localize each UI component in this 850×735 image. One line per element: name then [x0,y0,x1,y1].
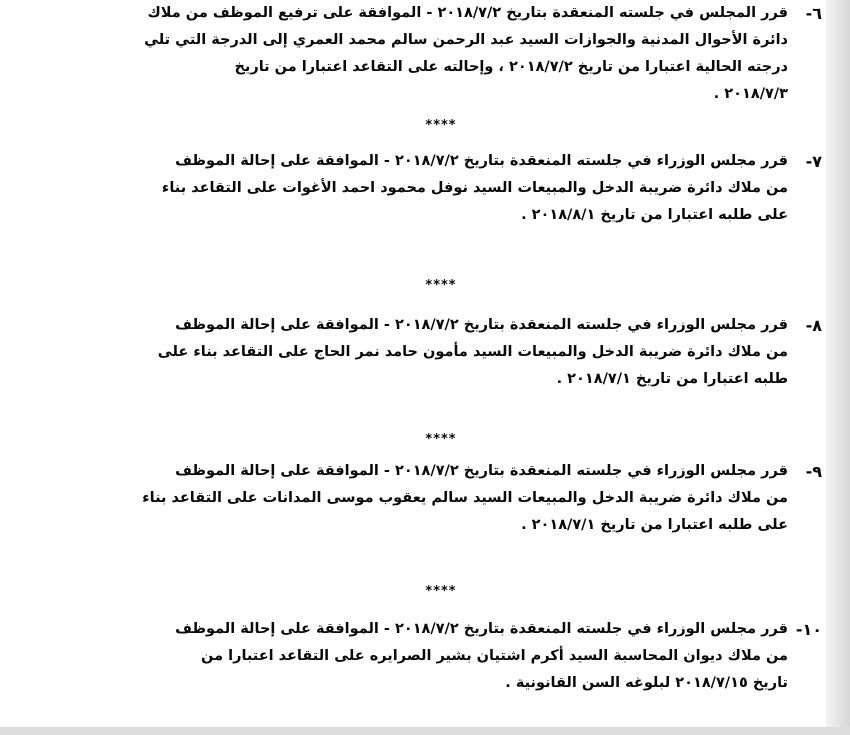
decision-item-8 [60,312,822,393]
item-line: قرر مجلس الوزراء في جلسته المنعقدة بتاريخ ٢٠١٨/٧/٢ - الموافقة على إحالة الموظف [175,463,788,479]
page-edge-shadow [826,0,850,735]
decision-item-7 [60,148,822,229]
item-line: من ملاك دائرة ضريبة الدخل والمبيعات السيد نوفل محمود احمد الأغوات على التقاعد بناء [161,180,788,196]
item-number: ٩- [805,462,822,481]
item-number: ٦- [805,4,822,23]
item-line: من ملاك دائرة ضريبة الدخل والمبيعات السيد سالم يعقوب موسى المدانات على التقاعد بناء [142,490,788,506]
item-line: قرر المجلس في جلسته المنعقدة بتاريخ ٢٠١٨/٧/٢ - الموافقة على ترفيع الموظف من ملاك [147,5,788,21]
item-line: قرر مجلس الوزراء في جلسته المنعقدة بتاريخ ٢٠١٨/٧/٢ - الموافقة على إحالة الموظف [175,621,788,637]
item-line: ٢٠١٨/٧/٣ . [713,86,788,102]
decision-item-10 [60,616,822,697]
decision-item-6 [60,0,822,108]
item-line: تاريخ ٢٠١٨/٧/١٥ لبلوغه السن القانونية . [505,675,788,691]
item-number: ١٠- [795,620,822,639]
item-line: قرر مجلس الوزراء في جلسته المنعقدة بتاريخ ٢٠١٨/٧/٢ - الموافقة على إحالة الموظف [175,317,788,333]
item-line: على طلبه اعتبارا من تاريخ ٢٠١٨/٨/١ . [521,207,788,223]
separator-stars: **** [425,278,457,293]
item-number: ٧- [805,152,822,171]
page-bottom-edge [0,727,850,735]
separator-stars: **** [425,432,457,447]
item-line: من ملاك دائرة ضريبة الدخل والمبيعات السيد مأمون حامد نمر الحاج على التقاعد بناء على [157,344,788,360]
item-line: دائرة الأحوال المدنية والجوازات السيد عبد الرحمن سالم محمد العمري إلى الدرجة التي تلي [144,32,788,48]
item-line: طلبه اعتبارا من تاريخ ٢٠١٨/٧/١ . [556,371,788,387]
decision-item-9 [60,458,822,539]
item-line: درجته الحالية اعتبارا من تاريخ ٢٠١٨/٧/٢ ، وإحالته على التقاعد اعتبارا من تاريخ [234,59,788,75]
item-line: من ملاك ديوان المحاسبة السيد أكرم اشتيان بشير الصرايره على التقاعد اعتبارا من [201,648,788,664]
item-line: قرر مجلس الوزراء في جلسته المنعقدة بتاريخ ٢٠١٨/٧/٢ - الموافقة على إحالة الموظف [175,153,788,169]
separator-stars: **** [425,584,457,599]
item-number: ٨- [805,316,822,335]
separator-stars: **** [425,118,457,133]
item-line: على طلبه اعتبارا من تاريخ ٢٠١٨/٧/١ . [521,517,788,533]
